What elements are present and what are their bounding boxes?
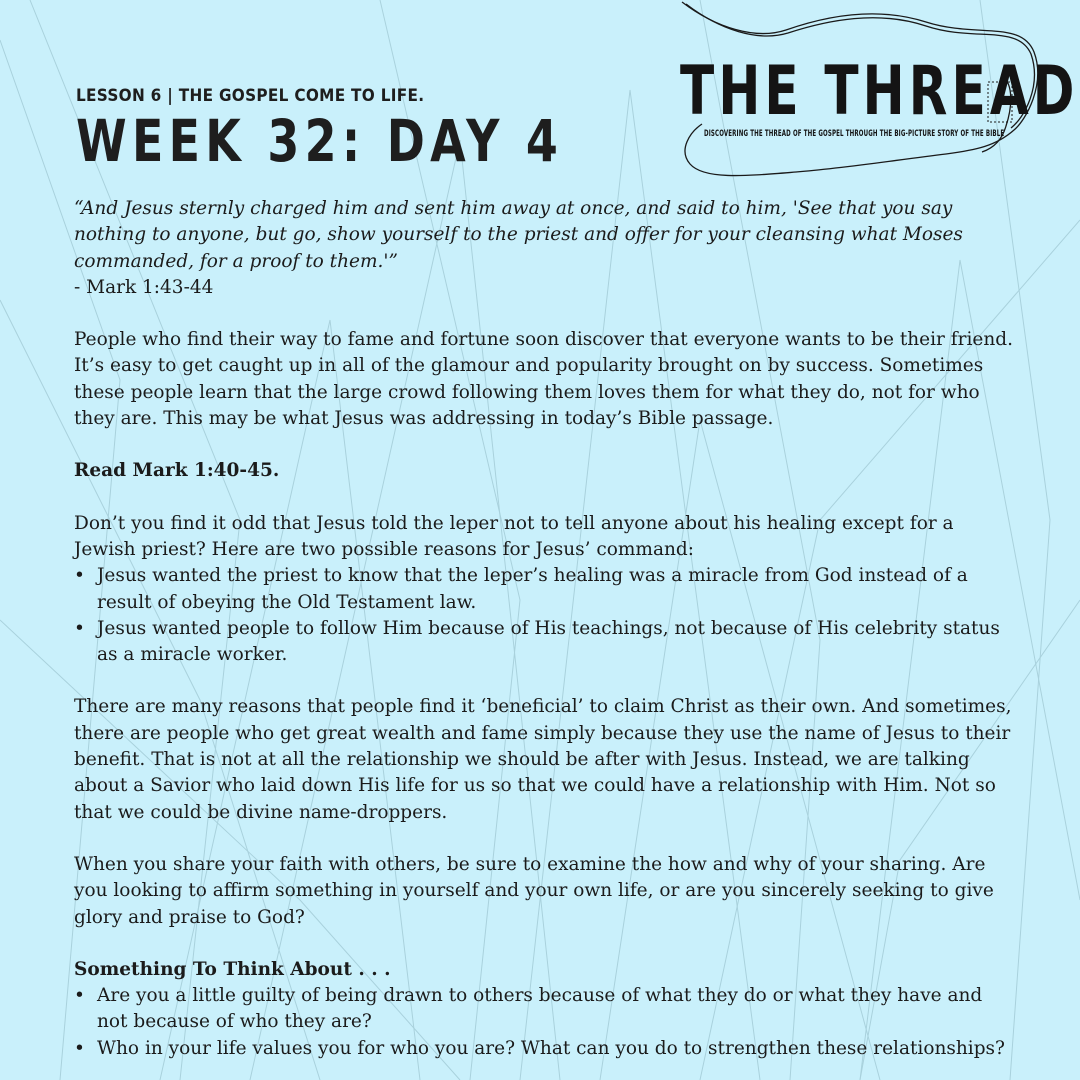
think-heading: Something To Think About . . .: [74, 958, 391, 980]
paragraph-beneficial: There are many reasons that people find it ‘beneficial’ to claim Christ as their own. And sometimes, there are people who get great wealth and fame simply because they use the name of Jesus to their benefit. That is not at all the relationship we should be after with Jesus. Instead, we are talking about a Savior who laid down His life for us so that we could have a relationship with Him. Not so that we could be divine name-droppers.: [74, 696, 1012, 823]
bullet: •: [74, 617, 85, 639]
bullet: •: [74, 985, 85, 1007]
list-item: • Jesus wanted the priest to know that the leper’s healing was a miracle from God instead of a result of obeying the Old Testament law.: [74, 565, 968, 613]
lesson-label: LESSON 6 | THE GOSPEL COME TO LIFE.: [76, 86, 425, 106]
think-list: [74, 983, 1014, 1062]
logo-title: THE THREAD: [680, 52, 1079, 131]
logo-tagline: DISCOVERING THE THREAD OF THE GOSPEL THROUGH THE BIG-PICTURE STORY OF THE BIBLE: [704, 129, 1005, 139]
list-item: • Are you a little guilty of being drawn to others because of what they do or what they have and not because of who they are?: [74, 985, 983, 1033]
lesson-body: [74, 196, 1014, 1062]
read-passage: Read Mark 1:40-45.: [74, 460, 280, 482]
bullet: •: [74, 1037, 85, 1059]
scripture-reference: - Mark 1:43-44: [74, 276, 214, 298]
paragraph-share-faith: When you share your faith with others, be sure to examine the how and why of your sharing. Are you looking to affirm something in yourself and your own life, or are you sincerely seeking to give glory and praise to God?: [74, 853, 994, 928]
paragraph-leper: Don’t you find it odd that Jesus told the leper not to tell anyone about his healing except for a Jewish priest? Here are two possible reasons for Jesus’ command:: [74, 512, 954, 560]
bullet: •: [74, 565, 85, 587]
paragraph-fame: People who find their way to fame and fortune soon discover that everyone wants to be their friend. It’s easy to get caught up in all of the glamour and popularity brought on by success. Sometimes these people learn that the large crowd following them loves them for what they do, not for who they are. This may be what Jesus was addressing in today’s Bible passage.: [74, 329, 1013, 430]
list-item: • Jesus wanted people to follow Him because of His teachings, not because of His celebrity status as a miracle worker.: [74, 617, 1000, 666]
list-item: • Who in your life values you for who you are? What can you do to strengthen these relationships?: [74, 1036, 1014, 1062]
week-day-title: WEEK 32: DAY 4: [76, 107, 564, 175]
scripture-quote: “And Jesus sternly charged him and sent him away at once, and said to him, 'See that you say nothing to anyone, but go, show yourself to the priest and offer for your cleansing what Moses commanded, for a proof to them.'”: [74, 198, 963, 272]
reasons-list: [74, 563, 1014, 668]
the-thread-logo: [676, 0, 1079, 185]
